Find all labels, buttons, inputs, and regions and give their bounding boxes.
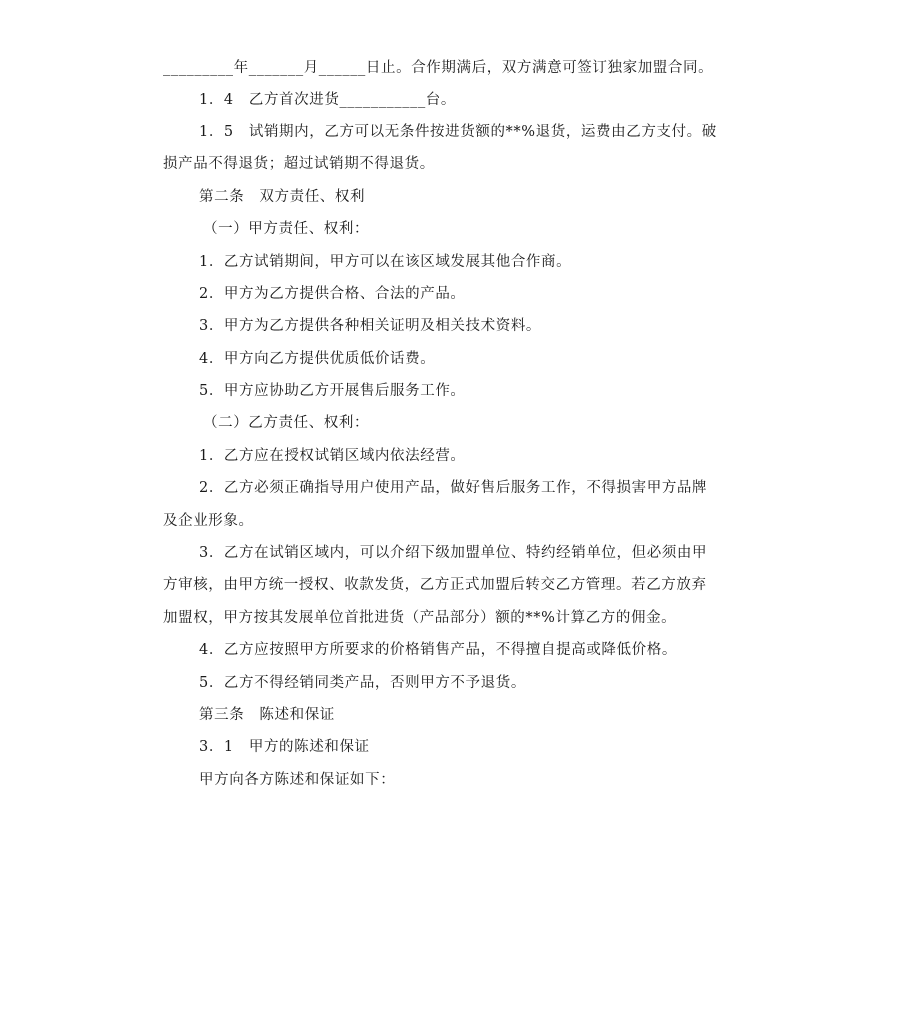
text-line: 方审核，由甲方统一授权、收款发货，乙方正式加盟后转交乙方管理。若乙方放弃 [163,577,707,593]
text-line: 5．乙方不得经销同类产品，否则甲方不予退货。 [199,675,526,691]
text-line: 1．5 试销期内，乙方可以无条件按进货额的**%退货，运费由乙方支付。破 [199,124,717,140]
text-line: 3．甲方为乙方提供各种相关证明及相关技术资料。 [199,318,542,334]
text-line: _________年_______月______日止。合作期满后，双方满意可签订独家加盟合同。 [163,60,714,76]
subsection-heading: （一）甲方责任、权利： [203,221,370,237]
text-line: 1．4 乙方首次进货___________台。 [199,92,456,108]
text-line: 2．甲方为乙方提供合格、合法的产品。 [199,286,466,302]
text-line: 5．甲方应协助乙方开展售后服务工作。 [199,383,466,399]
text-line: 4．乙方应按照甲方所要求的价格销售产品，不得擅自提高或降低价格。 [199,642,677,658]
text-line: 3．1 甲方的陈述和保证 [199,739,370,755]
text-line: 加盟权，甲方按其发展单位首批进货（产品部分）额的**%计算乙方的佣金。 [163,610,677,626]
text-line: 及企业形象。 [163,513,254,529]
text-line: 4．甲方向乙方提供优质低价话费。 [199,351,436,367]
text-line: 2．乙方必须正确指导用户使用产品，做好售后服务工作，不得损害甲方品牌 [199,480,708,496]
section-heading: 第二条 双方责任、权利 [199,189,366,205]
text-line: 1．乙方试销期间，甲方可以在该区域发展其他合作商。 [199,254,572,270]
section-heading: 第三条 陈述和保证 [199,707,335,723]
text-line: 1．乙方应在授权试销区域内依法经营。 [199,448,466,464]
text-line: 3．乙方在试销区域内，可以介绍下级加盟单位、特约经销单位，但必须由甲 [199,545,708,561]
text-line: 损产品不得退货；超过试销期不得退货。 [163,156,435,172]
text-line: 甲方向各方陈述和保证如下： [199,772,396,788]
subsection-heading: （二）乙方责任、权利： [203,415,370,431]
